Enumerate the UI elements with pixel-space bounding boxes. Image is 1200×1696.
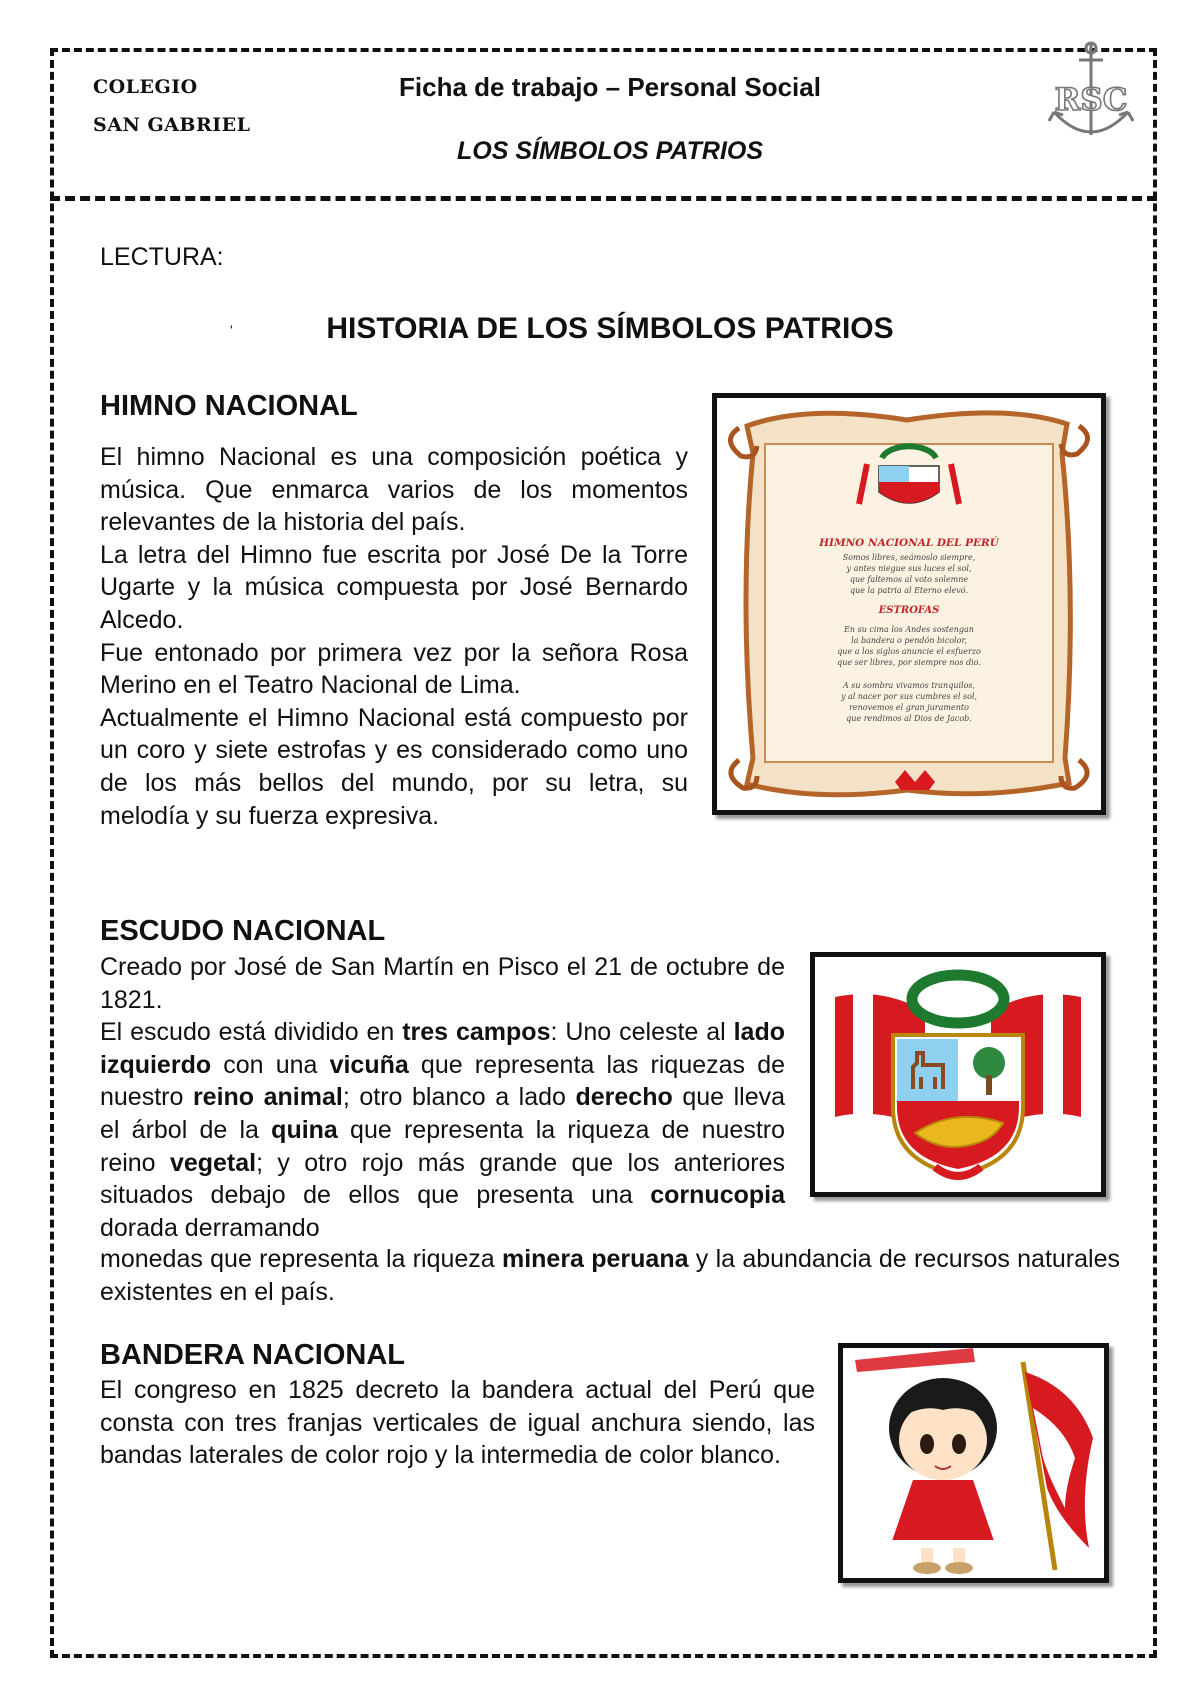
escudo-text: dorada derramando [100, 1213, 320, 1242]
anthem-line: A su sombra vivamos tranquilos, [842, 681, 976, 690]
escudo-text: ; otro blanco a lado [342, 1083, 576, 1112]
worksheet-subtitle: LOS SÍMBOLOS PATRIOS [456, 137, 764, 165]
escudo-title: ESCUDO NACIONAL [100, 915, 386, 947]
escudo-bold: quina [271, 1115, 338, 1144]
school-name-line2: SAN GABRIEL [93, 114, 251, 136]
escudo-text: monedas que representa la riqueza [100, 1245, 502, 1273]
escudo-bold: minera peruana [501, 1245, 689, 1273]
escudo-bold: lado izquierdo [100, 1018, 785, 1079]
escudo-bold: reino animal [192, 1083, 343, 1112]
himno-text [100, 441, 688, 832]
himno-paragraph: Actualmente el Himno Nacional está compuesto por un coro y siete estrofas y es considerado como uno de los más bellos del mundo, por su letra, su melodía y su fuerza expresiva. [100, 703, 688, 830]
himno-paragraph: Fue entonado por primera vez por la señora Rosa Merino en el Teatro Nacional de Lima. [100, 638, 688, 700]
escudo-text: que representa las riquezas de nuestro [100, 1050, 785, 1112]
himno-image [712, 393, 1106, 815]
anthem-heading: HIMNO NACIONAL DEL PERÚ [819, 537, 999, 549]
anthem-line: la bandera o pendón bicolor, [851, 636, 967, 645]
escudo-text-block-wide [100, 1243, 1120, 1308]
himno-title: HIMNO NACIONAL [100, 390, 358, 422]
stray-mark: ' [230, 322, 233, 338]
anthem-line: y antes niegue sus luces el sol, [846, 564, 972, 573]
escudo-paragraph: Creado por José de San Martín en Pisco el 21 de octubre de 1821. [100, 953, 785, 1014]
escudo-text: con una [211, 1050, 330, 1079]
escudo-paragraph [100, 1243, 1120, 1308]
anthem-line: que rendimos al Dios de Jacob. [846, 714, 972, 723]
anthem-line: que ser libres, por siempre nos dio. [837, 658, 981, 667]
bandera-image [838, 1343, 1109, 1583]
anthem-line: que la patria al Eterno elevó. [850, 586, 968, 595]
anthem-line: y al nacer por sus cumbres el sol, [840, 692, 978, 701]
school-logo [1046, 40, 1136, 150]
escudo-bold: vegetal [169, 1148, 257, 1177]
anthem-estrofas-label: ESTROFAS [878, 605, 940, 616]
escudo-paragraph [100, 1016, 785, 1244]
anthem-line: que faltemos al voto solemne [849, 575, 969, 584]
header-separator [50, 196, 1157, 201]
escudo-image [810, 952, 1106, 1197]
escudo-bold: tres campos [402, 1018, 551, 1047]
school-name-line1: COLEGIO [93, 76, 198, 98]
himno-paragraph: El himno Nacional es una composición poética y música. Que enmarca varios de los momentos relevantes de la historia del país. [100, 443, 688, 537]
escudo-text: que representa la riqueza de nuestro reino [100, 1115, 785, 1177]
escudo-text-block [100, 951, 785, 1244]
escudo-text: El escudo está dividido en [100, 1018, 403, 1047]
bandera-text-block [100, 1374, 815, 1472]
logo-monogram: RSC [1054, 82, 1128, 118]
lectura-label: LECTURA: [100, 243, 224, 271]
escudo-text: y la abundancia de recursos naturales existentes en el país. [100, 1245, 1120, 1306]
anthem-line: que a los siglos anuncie el esfuerzo [837, 647, 981, 656]
escudo-bold: vicuña [329, 1050, 409, 1079]
escudo-bold: derecho [575, 1083, 673, 1112]
escudo-text: que lleva el árbol de la [100, 1083, 786, 1144]
main-title: HISTORIA DE LOS SÍMBOLOS PATRIOS [326, 312, 894, 345]
escudo-text: ; y otro rojo más grande que los anteriores situados debajo de ellos que presenta una [100, 1148, 785, 1210]
himno-paragraph: La letra del Himno fue escrita por José De la Torre Ugarte y la música compuesta por José Bernardo Alcedo. [100, 540, 688, 634]
anthem-line: renovemos el gran juramento [849, 703, 969, 712]
bandera-paragraph: El congreso en 1825 decreto la bandera actual del Perú que consta con tres franjas verticales de igual anchura siendo, las bandas laterales de color rojo y la intermedia de color blanco. [100, 1376, 815, 1470]
worksheet-title: Ficha de trabajo – Personal Social [399, 72, 821, 102]
escudo-text: : Uno celeste al [550, 1018, 734, 1047]
quina-tree-icon [973, 1047, 1005, 1079]
bandera-title: BANDERA NACIONAL [100, 1339, 406, 1371]
anthem-line: Somos libres, seámoslo siempre, [842, 553, 976, 562]
escudo-bold: cornucopia [650, 1181, 785, 1210]
anthem-line: En su cima los Andes sostengan [844, 625, 974, 634]
